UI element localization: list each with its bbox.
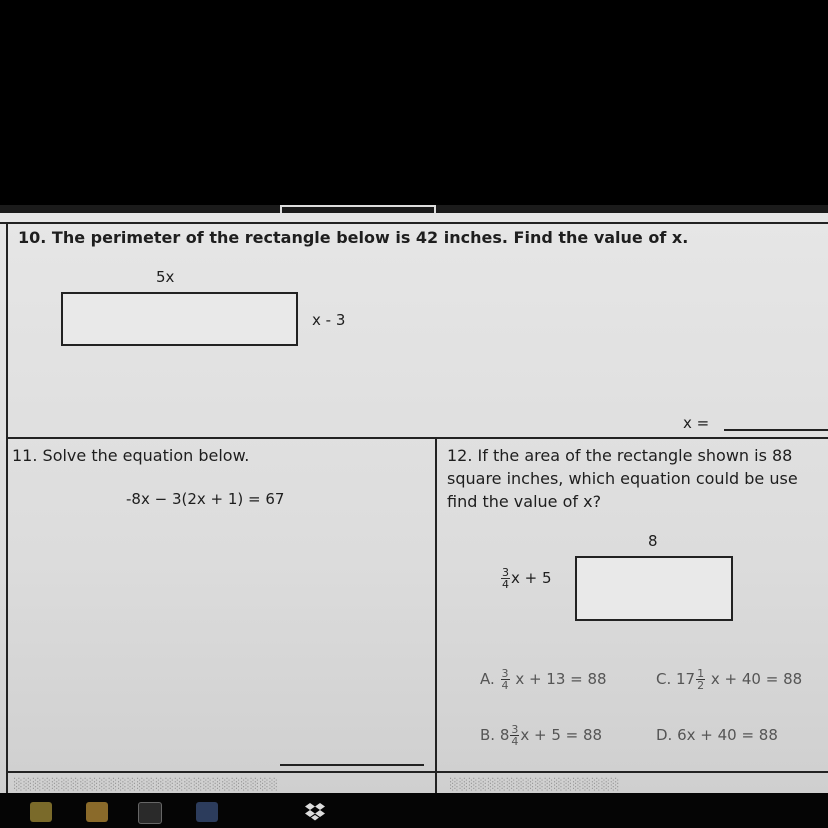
q12-choice-b[interactable]: B. 8 $\frac{3}{4}$ x + 5 = 88 — [480, 723, 603, 748]
q12-prompt-line3: find the value of x? — [447, 492, 602, 511]
q12-rectangle — [575, 556, 733, 621]
q12-prompt-line2: square inches, which equation could be use — [447, 469, 798, 488]
q12-prompt-line1: 12. If the area of the rectangle shown is 88 — [447, 446, 793, 465]
q13-cutoff-text: ░░░░░░░░░░░░░░░░░░░░░░░░░░░░ — [14, 778, 279, 791]
dropbox-glyph — [304, 802, 326, 822]
q10-top-label: 5x — [156, 268, 175, 286]
q10-answer-label: x = — [683, 414, 710, 432]
q10-rectangle — [61, 292, 298, 346]
q11-equation: -8x − 3(2x + 1) = 67 — [126, 490, 285, 508]
q10-prompt: 10. The perimeter of the rectangle below is 42 inches. Find the value of x. — [18, 228, 689, 247]
dropbox-icon[interactable] — [304, 802, 326, 822]
q11-answer-blank[interactable] — [280, 764, 424, 766]
q11-prompt: 11. Solve the equation below. — [12, 446, 250, 465]
file-explorer-icon[interactable] — [30, 802, 52, 822]
app-icon[interactable] — [86, 802, 108, 822]
q12-choice-c[interactable]: C. 17 $\frac{1}{2}$ x + 40 = 88 — [656, 667, 803, 692]
divider-q10-bottom — [6, 437, 828, 439]
q10-answer-blank[interactable] — [724, 429, 828, 431]
taskbar — [0, 793, 828, 828]
q10-side-label: x - 3 — [312, 311, 346, 329]
q12-choice-d[interactable]: D. 6x + 40 = 88 — [656, 726, 778, 744]
q12-choice-a[interactable]: A. $\frac{3}{4}$ x + 13 = 88 — [480, 667, 607, 692]
q12-side-label-rest: x + 5 — [511, 569, 552, 587]
divider-left — [6, 222, 8, 793]
q12-side-fraction: $\frac{3}{4}$ — [502, 566, 509, 591]
divider-row-bottom — [6, 771, 828, 773]
mail-icon[interactable] — [196, 802, 218, 822]
q14-cutoff-text: ░░░░░░░░░░░░░░░░░░ — [450, 778, 621, 791]
divider-middle — [435, 437, 437, 793]
briefcase-icon[interactable] — [138, 802, 162, 824]
q12-side-label — [500, 567, 552, 590]
divider-top — [0, 222, 828, 224]
q12-top-label: 8 — [648, 532, 658, 550]
